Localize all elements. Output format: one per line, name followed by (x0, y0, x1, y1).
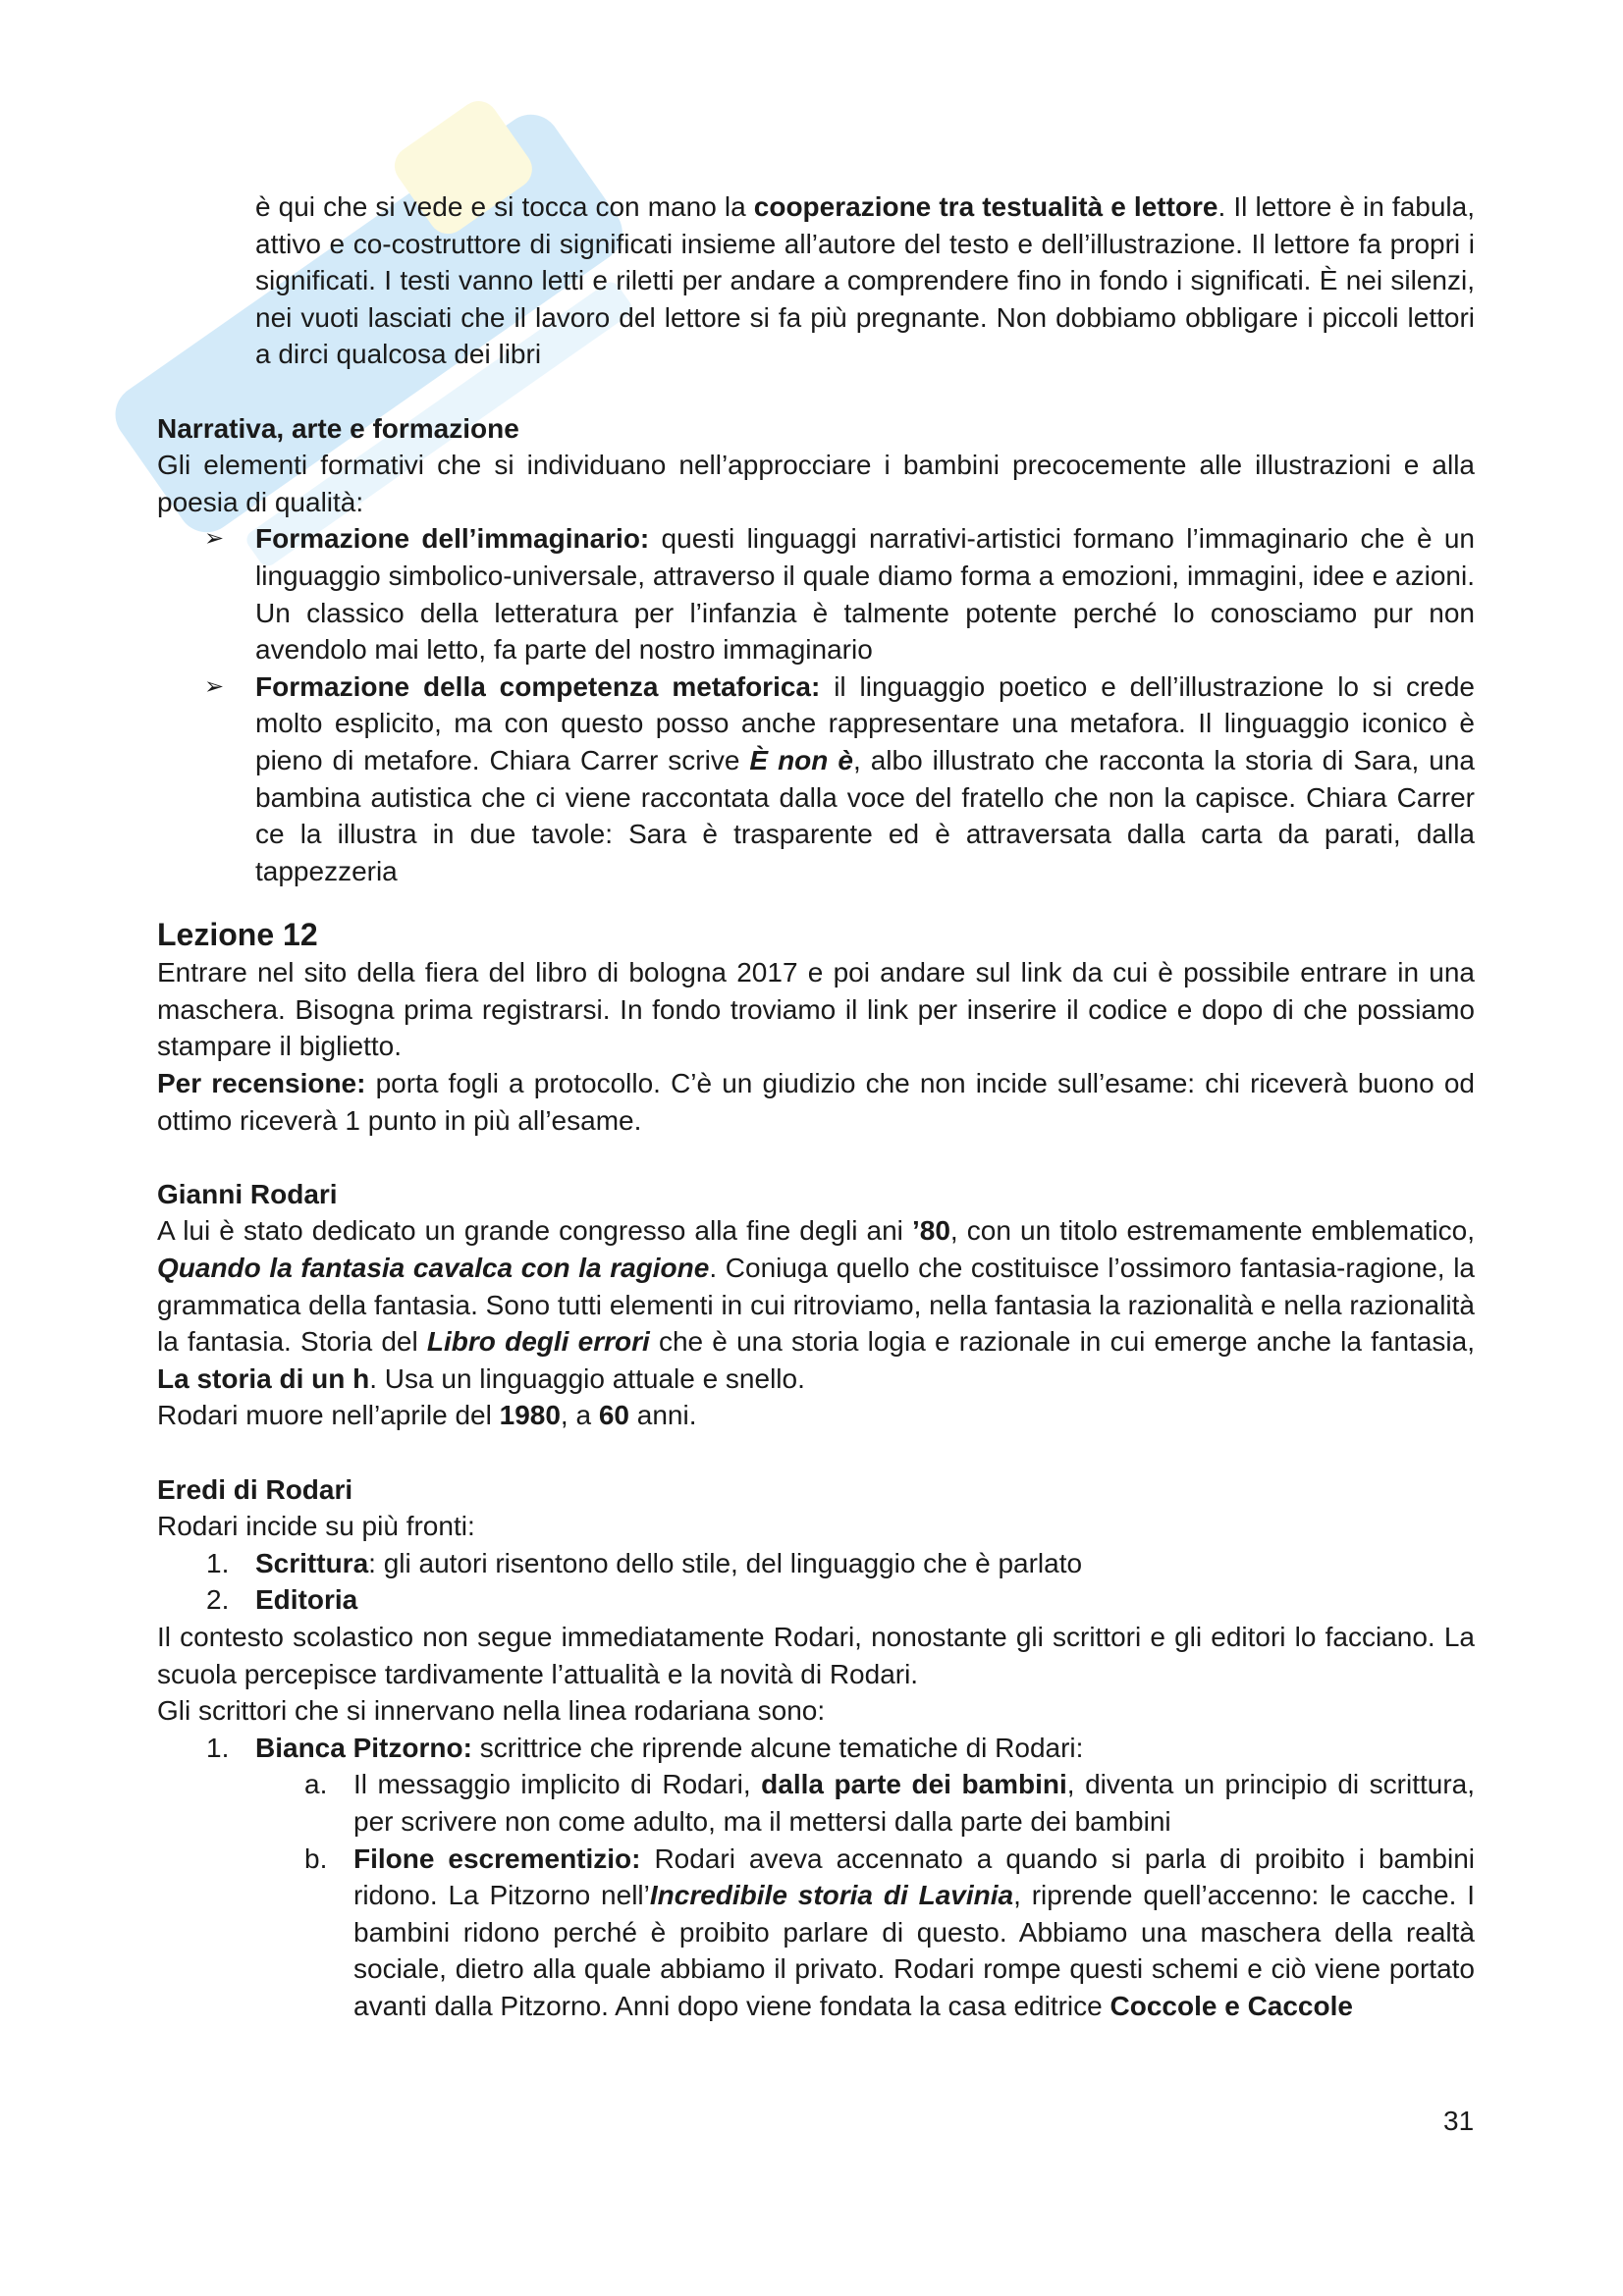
list-item: ➢ Formazione dell’immaginario: questi linguaggi narrativi-artistici formano l’immaginario che è un linguaggio simbolico-universale, attraverso il quale diamo forma a emozioni, immagini, idee e azioni. Un classico della letteratura per l’infanzia è talmente potente perché lo conosciamo pur non avendolo mai letto, fa parte del nostro immaginario (157, 520, 1475, 667)
list-item: 1. Bianca Pitzorno: scrittrice che riprende alcune tematiche di Rodari: a. Il messaggio implicito di Rodari, dalla parte dei bambini, diventa un principio di scrittura, per scrivere non come adulto, ma il mettersi dalla parte dei bambini b. Filone escrementizio: Rodari aveva accennato a quando si parla di proibito i bambini ridono. La Pitzorno nell’Incredibile storia di Lavinia, riprende quell’accenno: le cacche. I bambini ridono perché è proibito parlare di questo. Abbiamo una maschera della realtà sociale, dietro alla quale abbiamo il privato. Rodari rompe questi schemi e ciò viene portato avanti dalla Pitzorno. Anni dopo viene fondata la casa editrice Coccole e Caccole (157, 1730, 1475, 2025)
list-item: ➢ Formazione della competenza metaforica: il linguaggio poetico e dell’illustrazione lo si crede molto esplicito, ma con questo posso anche rappresentare una metafora. Il linguaggio iconico è pieno di metafore. Chiara Carrer scrive È non è, albo illustrato che racconta la storia di Sara, una bambina autistica che ci viene raccontata dalla voce del fratello che non la capisce. Chiara Carrer ce la illustra in due tavole: Sara è trasparente ed è attraversata dalla carta da parati, dalla tappezzeria (157, 668, 1475, 890)
page-number: 31 (1443, 2106, 1475, 2136)
sub-list (255, 1766, 1475, 2024)
paragraph: Rodari muore nell’aprile del 1980, a 60 anni. (157, 1400, 697, 1431)
section-heading: Gianni Rodari (157, 1178, 338, 1209)
section-rodari (157, 1176, 1475, 1434)
numbered-list (157, 1730, 1475, 2025)
lesson-heading: Lezione 12 (157, 917, 318, 953)
sub-list-item: a. Il messaggio implicito di Rodari, dalla parte dei bambini, diventa un principio di scrittura, per scrivere non come adulto, ma il mettersi dalla parte dei bambini (304, 1769, 1476, 1837)
paragraph: Gli elementi formativi che si individuano nell’approcciare i bambini precocemente alle illustrazioni e alla poesia di qualità: (157, 450, 1475, 517)
paragraph: Entrare nel sito della fiera del libro di bologna 2017 e poi andare sul link da cui è possibile entrare in una maschera. Bisogna prima registrarsi. In fondo troviamo il link per inserire il codice e dopo di che possiamo stampare il biglietto. (157, 957, 1475, 1062)
paragraph: Gli scrittori che si innervano nella linea rodariana sono: (157, 1695, 826, 1727)
paragraph: Per recensione: porta fogli a protocollo. C’è un giudizio che non incide sull’esame: chi riceverà buono od ottimo riceverà 1 punto in più all’esame. (157, 1068, 1475, 1136)
section-lezione (157, 915, 1475, 1139)
section-heading: Narrativa, arte e formazione (157, 412, 519, 444)
arrow-bullet-icon: ➢ (204, 672, 225, 700)
section-narrativa (157, 410, 1475, 890)
numbered-list (157, 1545, 1475, 1619)
arrow-bullet-icon: ➢ (204, 525, 225, 553)
list-item: 2. Editoria (206, 1584, 358, 1616)
paragraph: Il contesto scolastico non segue immediatamente Rodari, nonostante gli scrittori e gli editori lo facciano. La scuola percepisce tardivamente l’attualità e la novità di Rodari. (157, 1621, 1475, 1689)
section-heading: Eredi di Rodari (157, 1473, 353, 1505)
paragraph: A lui è stato dedicato un grande congresso alla fine degli ani ’80, con un titolo estremamente emblematico, Quando la fantasia cavalca con la ragione. Coniuga quello che costituisce l’ossimoro fantasia-ragione, la grammatica della fantasia. Sono tutti elementi in cui ritroviamo, nella fantasia la razionalità e nella razionalità la fantasia. Storia del Libro degli errori che è una storia logia e razionale in cui emerge anche la fantasia, La storia di un h. Usa un linguaggio attuale e snello. (157, 1215, 1475, 1394)
intro-paragraph: è qui che si vede e si tocca con mano la cooperazione tra testualità e lettore. Il lettore è in fabula, attivo e co-costruttore di significati insieme all’autore del testo e dell’illustrazione. Il lettore fa propri i significati. I testi vanno letti e riletti per andare a comprendere fino in fondo i significati. È nei silenzi, nei vuoti lasciati che il lavoro del lettore si fa più pregnante. Non dobbiamo obbligare i piccoli lettori a dirci qualcosa dei libri (255, 191, 1476, 370)
paragraph: Rodari incide su più fronti: (157, 1511, 475, 1542)
sub-list-item: b. Filone escrementizio: Rodari aveva accennato a quando si parla di proibito i bambini ridono. La Pitzorno nell’Incredibile storia di Lavinia, riprende quell’accenno: le cacche. I bambini ridono perché è proibito parlare di questo. Abbiamo una maschera della realtà sociale, dietro alla quale abbiamo il privato. Rodari rompe questi schemi e ciò viene portato avanti dalla Pitzorno. Anni dopo viene fondata la casa editrice Coccole e Caccole (304, 1842, 1475, 2021)
bullet-list (157, 520, 1475, 889)
section-eredi (157, 1471, 1475, 2025)
list-item: 1. Scrittura: gli autori risentono dello stile, del linguaggio che è parlato (206, 1547, 1083, 1578)
page-content (157, 188, 1475, 2025)
